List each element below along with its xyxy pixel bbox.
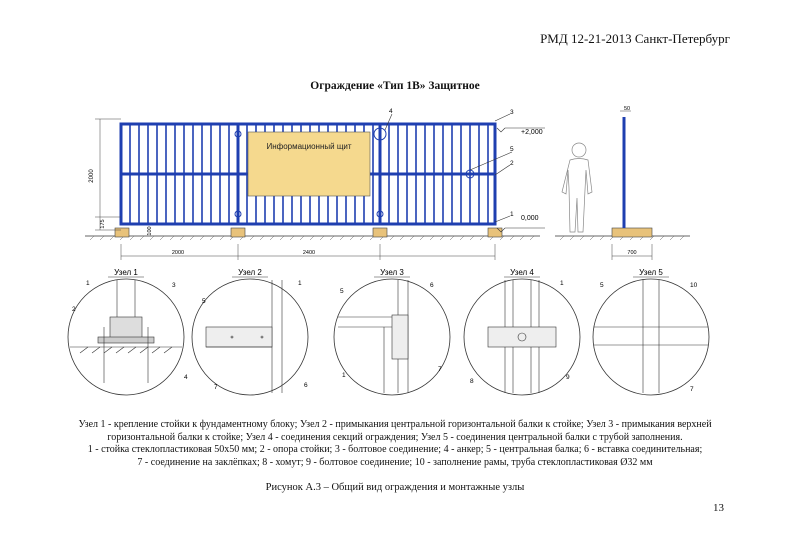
node-4-label-9: 9 [566,374,570,381]
node-3-title: Узел 3 [380,268,404,277]
node-1-label-4: 4 [184,374,188,381]
node-4-title: Узел 4 [510,268,534,277]
dim-700: 700 [627,250,637,256]
dim-2400: 2400 [302,250,316,256]
dim-50: 50 [624,106,631,112]
node-4-detail [488,280,556,393]
node-2-title: Узел 2 [238,268,262,277]
description-line-3: 1 - стойка стеклопластиковая 50х50 мм; 2 - опора стойки; 3 - болтовое соединение; 4 - анкер; 5 - центральная балка; 6 - вставка соединительная; [87,444,703,455]
node-1-label-1: 1 [86,280,90,287]
node-2-label-5: 5 [202,298,206,305]
node-3-label-5: 5 [340,288,344,295]
node-1-label-2: 2 [72,306,76,313]
person-silhouette [562,143,592,232]
node-3-label-7: 7 [438,366,442,373]
dim-height: 2000 [89,169,95,183]
node-5-title: Узел 5 [639,268,663,277]
node-5-label-5: 5 [600,282,604,289]
callout-5: 5 [510,146,514,153]
elevation-top: +2,000 [521,129,543,136]
node-5-label-10: 10 [690,282,698,289]
node-3-label-6: 6 [430,282,434,289]
node-2-label-7: 7 [214,384,218,391]
callout-3: 3 [510,109,514,116]
node-5-label-7: 7 [690,386,694,393]
node-3-label-1: 1 [342,372,346,379]
elevation-zero: 0,000 [521,215,539,222]
node-1-title: Узел 1 [114,268,138,277]
callout-4: 4 [389,108,393,115]
description [30,419,760,469]
node-5-detail [594,280,708,393]
node-details [0,265,790,415]
description-line-2: горизонтальной балки к стойке; Узел 4 - соединения секций ограждения; Узел 5 - соединения центральной балки с трубой заполнения. [107,431,683,443]
node-3-detail [338,280,408,393]
horizontal-dimensions [121,244,652,260]
page-number: 13 [713,502,724,514]
node-1-label-3: 3 [172,282,176,289]
figure-caption: Рисунок А.3 – Общий вид ограждения и монтажные узлы [265,482,525,493]
dim-2000: 2000 [171,250,185,256]
dim-100: 100 [147,226,153,236]
node-2-detail [206,280,282,393]
drawing-title: Ограждение «Тип 1В» Защитное [310,80,480,92]
document-reference: РМД 12-21-2013 Санкт-Петербург [540,31,730,46]
description-line-1: Узел 1 - крепление стойки к фундаментному блоку; Узел 2 - примыкания центральной горизонтальной балки к стойке; Узел 3 - примыкания верхней [78,419,712,430]
node-1-detail [70,280,182,383]
description-line-4: 7 - соединение на заклёпках; 8 - хомут; 9 - болтовое соединение; 10 - заполнение рамы, труба стеклопластиковая Ø32 мм [137,456,653,468]
info-board-label: Информационный щит [266,142,352,151]
dim-175: 175 [100,219,106,229]
height-dimension [95,119,121,230]
callout-1: 1 [510,211,514,218]
node-2-label-1: 1 [298,280,302,287]
callout-2: 2 [510,160,514,167]
node-4-label-1: 1 [560,280,564,287]
node-2-label-6: 6 [304,382,308,389]
node-4-label-8: 8 [470,378,474,385]
